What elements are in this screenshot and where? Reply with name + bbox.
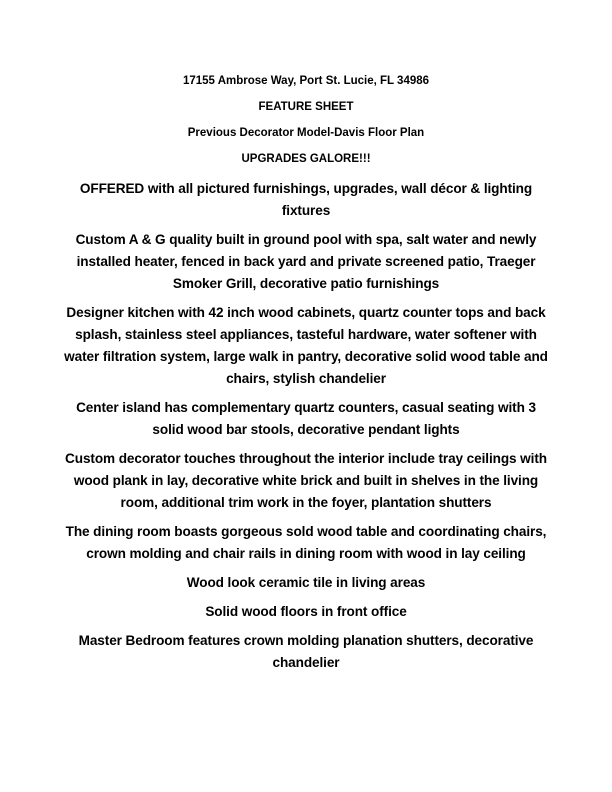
- feature-sheet-content: [62, 74, 550, 680]
- feature-center-island: Center island has complementary quartz counters, casual seating with 3 solid wood bar stools, decorative pendant lights: [76, 400, 536, 437]
- feature-dining-room: The dining room boasts gorgeous sold wood table and coordinating chairs, crown molding and chair rails in dining room with wood in lay ceiling: [65, 524, 547, 561]
- feature-kitchen: Designer kitchen with 42 inch wood cabinets, quartz counter tops and back splash, stainless steel appliances, tasteful hardware, water softener with water filtration system, large walk in pantry, decorative solid wood table and chairs, stylish chandelier: [64, 305, 548, 386]
- document-heading: FEATURE SHEET: [258, 101, 354, 113]
- upgrades-tagline: UPGRADES GALORE!!!: [241, 153, 371, 165]
- feature-furnishings: OFFERED with all pictured furnishings, upgrades, wall décor & lighting fixtures: [79, 181, 533, 218]
- feature-office-floors: Solid wood floors in front office: [205, 604, 407, 619]
- floor-plan-subheading: Previous Decorator Model-Davis Floor Plan: [187, 127, 425, 139]
- feature-pool: Custom A & G quality built in ground pool with spa, salt water and newly installed heater, fenced in back yard and private screened patio, Traeger Smoker Grill, decorative patio furnishings: [75, 232, 537, 291]
- feature-tile: Wood look ceramic tile in living areas: [186, 575, 426, 590]
- feature-decorator-touches: Custom decorator touches throughout the interior include tray ceilings with wood plank in lay, decorative white brick and built in shelves in the living room, additional trim work in the foyer, plantation shutters: [65, 451, 547, 510]
- feature-master-bedroom: Master Bedroom features crown molding planation shutters, decorative chandelier: [78, 633, 534, 670]
- property-address: 17155 Ambrose Way, Port St. Lucie, FL 34986: [182, 75, 430, 87]
